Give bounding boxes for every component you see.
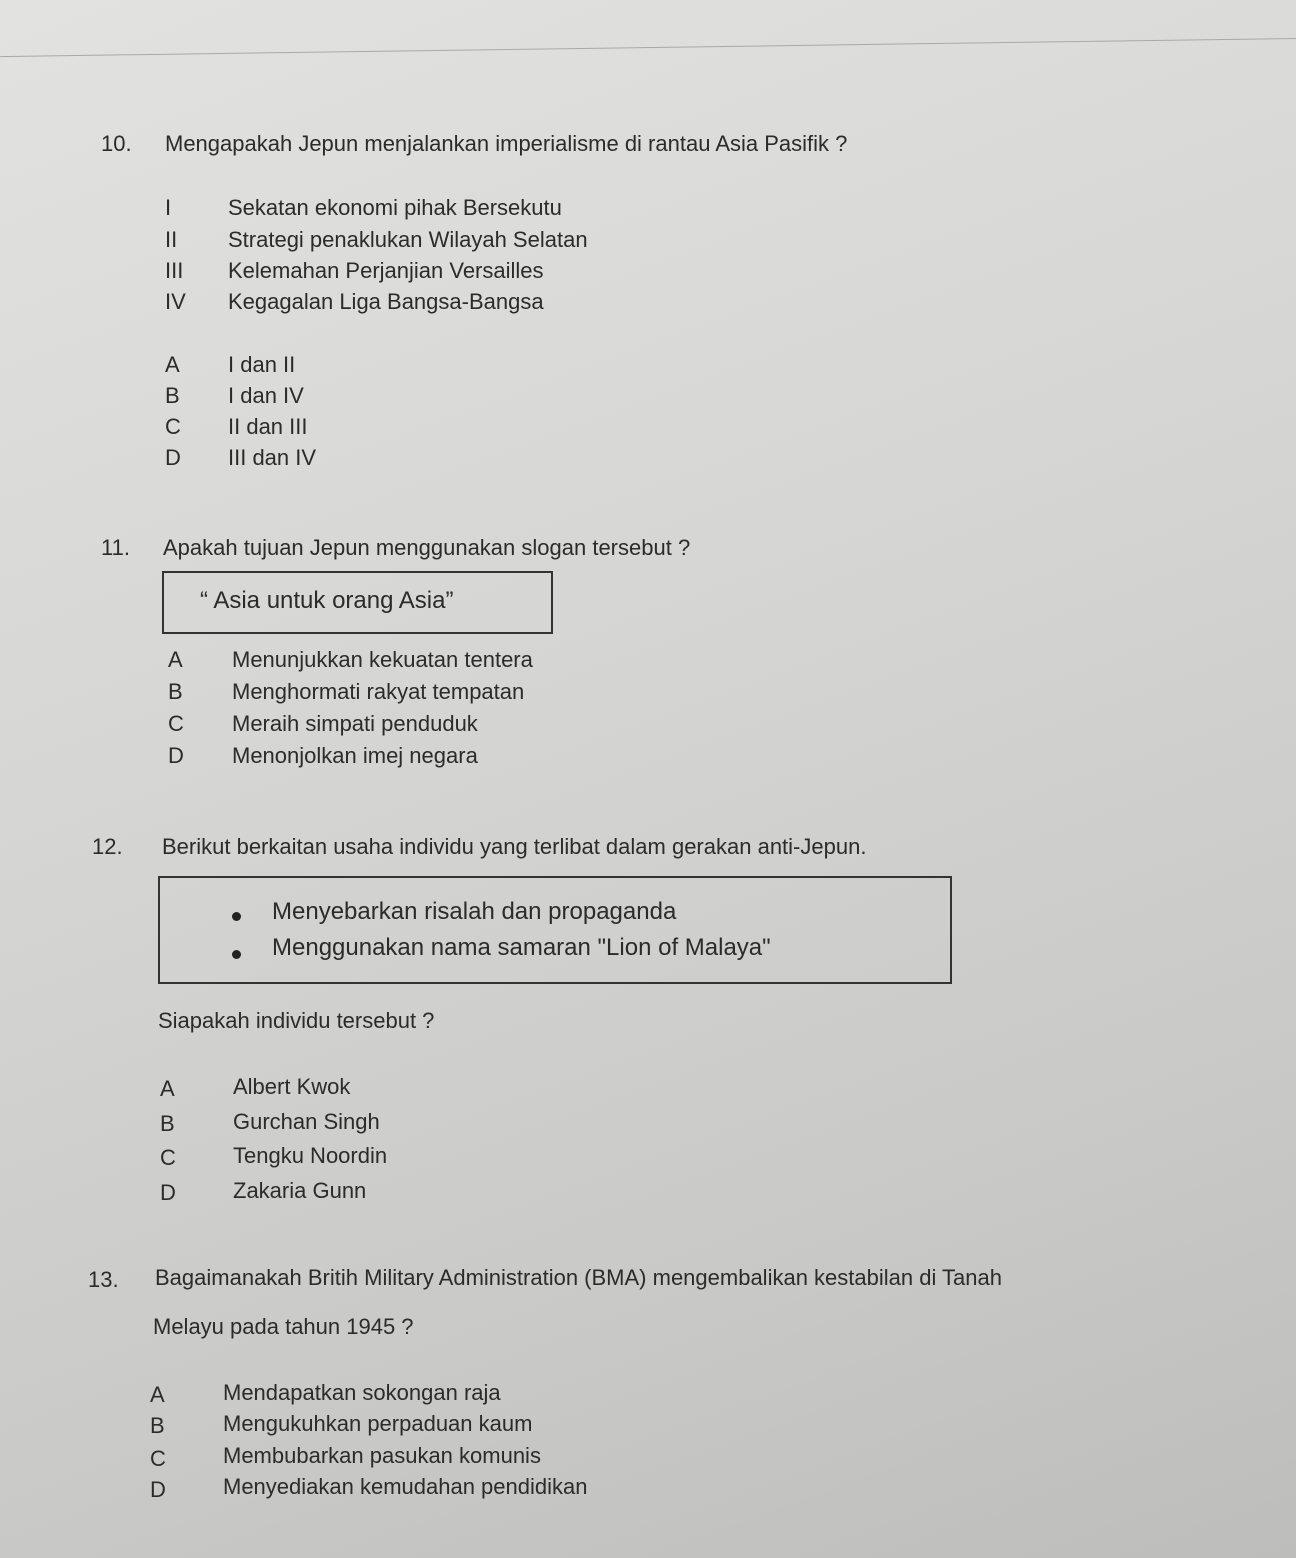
- option-letter: C: [150, 1446, 166, 1471]
- option-text: Menunjukkan kekuatan tentera: [232, 647, 533, 672]
- info-box: [158, 876, 952, 984]
- bullet-icon: [232, 950, 241, 959]
- option-text: Menghormati rakyat tempatan: [232, 679, 525, 704]
- option-text: Mengukuhkan perpaduan kaum: [223, 1411, 533, 1436]
- option-letter: D: [160, 1180, 176, 1205]
- bullet-text: Menyebarkan risalah dan propaganda: [272, 898, 677, 925]
- option-letter: D: [150, 1477, 166, 1502]
- option-text: Meraih simpati penduduk: [232, 711, 478, 736]
- option-text: Gurchan Singh: [233, 1109, 380, 1134]
- statement-text: Kelemahan Perjanjian Versailles: [228, 258, 544, 283]
- statement-numeral: I: [165, 195, 172, 220]
- question-number: 12.: [92, 834, 123, 859]
- option-letter: D: [168, 743, 184, 768]
- option-letter: C: [160, 1145, 176, 1170]
- option-letter: A: [165, 352, 180, 377]
- statement-text: Kegagalan Liga Bangsa-Bangsa: [228, 289, 544, 314]
- bullet-icon: [232, 912, 241, 921]
- option-text: II dan III: [228, 414, 308, 439]
- option-letter: A: [160, 1076, 175, 1101]
- option-letter: B: [168, 679, 183, 704]
- option-letter: B: [150, 1413, 165, 1438]
- option-letter: C: [168, 711, 184, 736]
- question-text: Apakah tujuan Jepun menggunakan slogan tersebut ?: [163, 535, 691, 560]
- option-text: Zakaria Gunn: [233, 1178, 367, 1203]
- option-letter: D: [165, 445, 181, 470]
- question-text: Berikut berkaitan usaha individu yang terlibat dalam gerakan anti-Jepun.: [162, 834, 867, 859]
- statement-text: Strategi penaklukan Wilayah Selatan: [228, 227, 588, 252]
- option-text: Membubarkan pasukan komunis: [223, 1443, 541, 1468]
- bullet-text: Menggunakan nama samaran "Lion of Malaya": [272, 934, 771, 961]
- question-number: 10.: [101, 131, 132, 156]
- paper-fold-line: [0, 38, 1296, 57]
- question-number: 11.: [101, 535, 130, 560]
- statement-numeral: II: [165, 227, 178, 252]
- option-letter: A: [168, 647, 183, 672]
- option-letter: A: [150, 1382, 165, 1407]
- question-text: Melayu pada tahun 1945 ?: [153, 1314, 414, 1339]
- option-text: Albert Kwok: [233, 1074, 351, 1099]
- option-text: Mendapatkan sokongan raja: [223, 1380, 501, 1405]
- option-text: III dan IV: [228, 445, 317, 470]
- statement-numeral: III: [165, 258, 184, 283]
- option-letter: B: [165, 383, 180, 408]
- option-text: Menonjolkan imej negara: [232, 743, 478, 768]
- option-letter: B: [160, 1111, 175, 1136]
- statement-text: Sekatan ekonomi pihak Bersekutu: [228, 195, 562, 220]
- question-prompt: Siapakah individu tersebut ?: [158, 1008, 435, 1033]
- option-text: I dan II: [228, 352, 296, 377]
- slogan-box: [162, 571, 553, 634]
- option-letter: C: [165, 414, 181, 439]
- option-text: I dan IV: [228, 383, 304, 408]
- slogan-text: “ Asia untuk orang Asia”: [200, 587, 454, 614]
- option-text: Tengku Noordin: [233, 1143, 388, 1168]
- question-text: Mengapakah Jepun menjalankan imperialisme di rantau Asia Pasifik ?: [165, 131, 848, 156]
- question-text: Bagaimanakah Britih Military Administration (BMA) mengembalikan kestabilan di Tanah: [155, 1265, 1002, 1290]
- option-text: Menyediakan kemudahan pendidikan: [223, 1474, 588, 1499]
- statement-numeral: IV: [165, 289, 186, 314]
- question-number: 13.: [88, 1267, 119, 1292]
